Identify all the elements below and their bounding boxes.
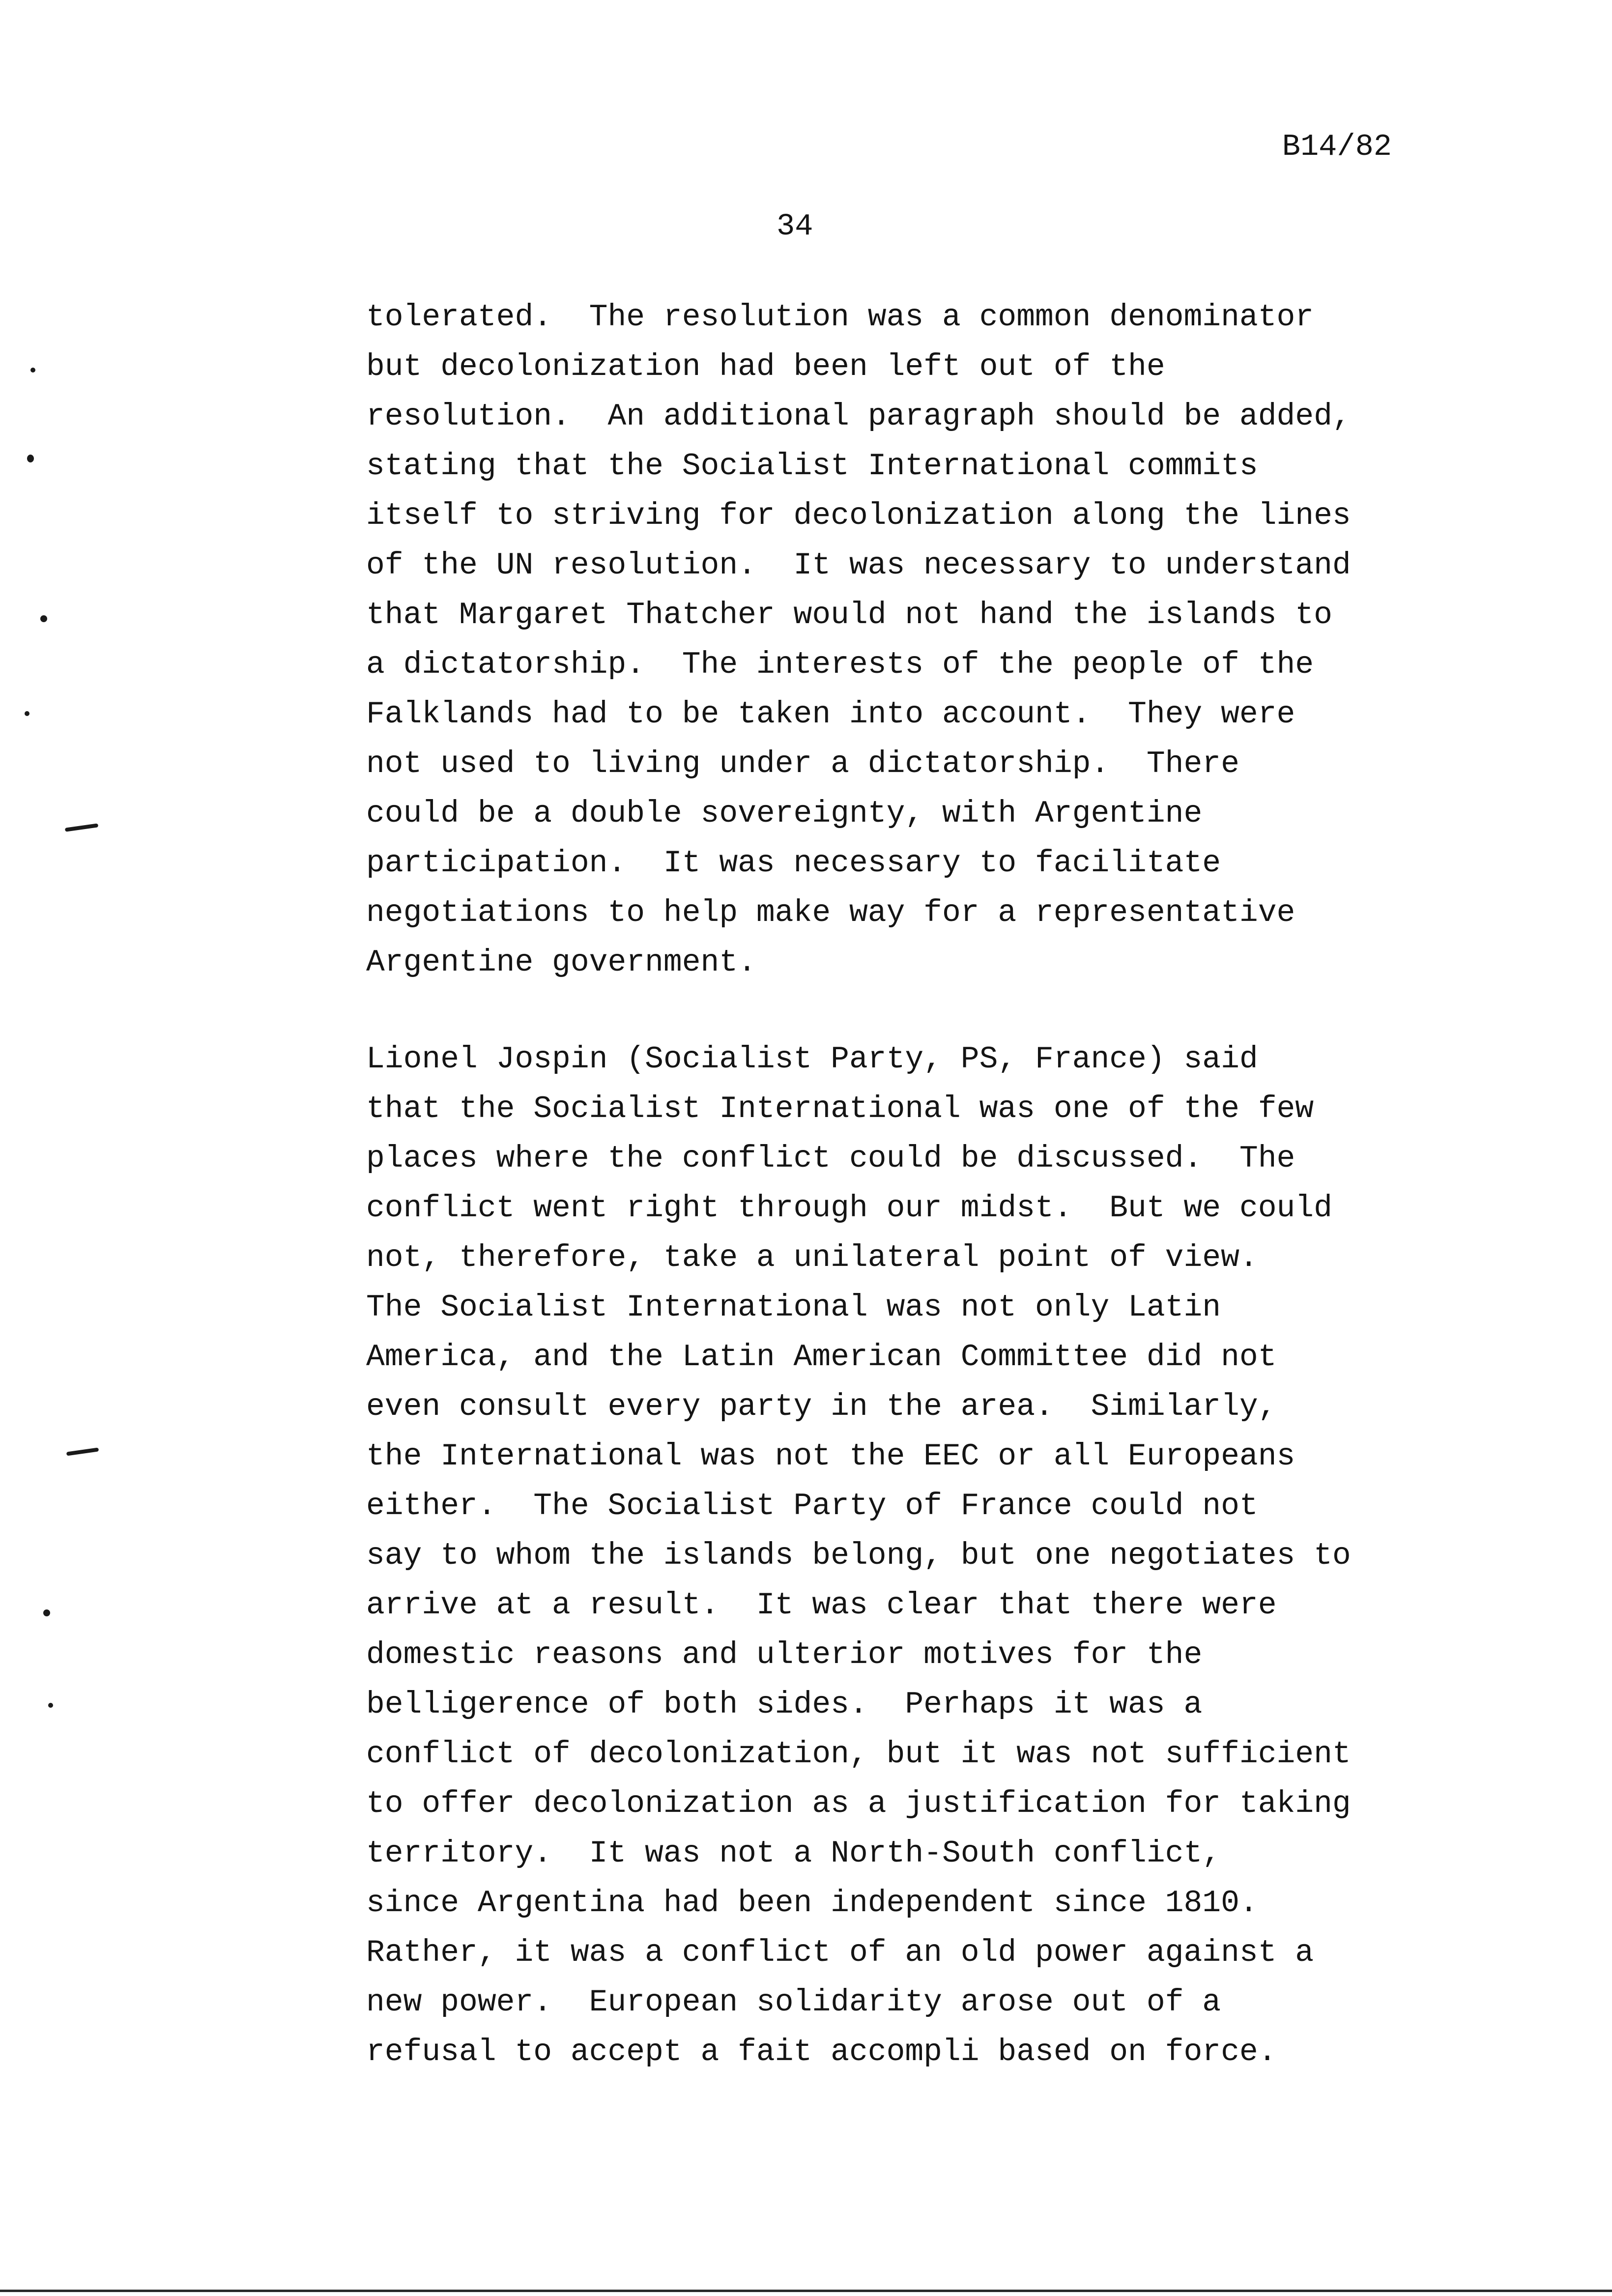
text-line: domestic reasons and ulterior motives for the [366, 1637, 1203, 1672]
page-number: 34 [777, 209, 813, 244]
text-line: not, therefore, take a unilateral point of view. [366, 1240, 1258, 1275]
text-line: either. The Socialist Party of France could not [366, 1489, 1258, 1523]
text-line: conflict of decolonization, but it was not sufficient [366, 1737, 1351, 1772]
text-line: that Margaret Thatcher would not hand the islands to [366, 598, 1332, 632]
text-line: new power. European solidarity arose out of a [366, 1985, 1221, 2020]
margin-speck [27, 455, 34, 462]
margin-speck [43, 1609, 50, 1616]
text-line: even consult every party in the area. Similarly, [366, 1389, 1277, 1424]
text-line: the International was not the EEC or all Europeans [366, 1439, 1295, 1474]
bottom-edge-line [0, 2290, 1612, 2292]
text-line: negotiations to help make way for a representative [366, 895, 1295, 930]
text-line: Rather, it was a conflict of an old power against a [366, 1935, 1314, 1970]
margin-dash-mark [65, 823, 98, 832]
text-line: arrive at a result. It was clear that there were [366, 1588, 1277, 1623]
text-line: of the UN resolution. It was necessary to understand [366, 548, 1351, 583]
text-line: could be a double sovereignty, with Argentine [366, 796, 1203, 831]
text-line: places where the conflict could be discussed. The [366, 1141, 1295, 1176]
margin-speck [30, 368, 35, 373]
margin-speck [25, 711, 29, 716]
document-reference: B14/82 [1282, 129, 1392, 164]
text-line: tolerated. The resolution was a common denominator [366, 300, 1314, 335]
text-line: since Argentina had been independent since 1810. [366, 1886, 1258, 1921]
text-line: to offer decolonization as a justification for taking [366, 1786, 1351, 1821]
text-line: participation. It was necessary to facilitate [366, 846, 1221, 881]
text-line: resolution. An additional paragraph should be added, [366, 399, 1351, 434]
margin-speck [40, 615, 47, 622]
text-line: stating that the Socialist International commits [366, 449, 1258, 484]
text-line: itself to striving for decolonization along the lines [366, 498, 1351, 533]
text-line: Lionel Jospin (Socialist Party, PS, France) said [366, 1042, 1258, 1077]
text-line: refusal to accept a fait accompli based on force. [366, 2035, 1277, 2069]
text-line: The Socialist International was not only Latin [366, 1290, 1221, 1325]
text-line: but decolonization had been left out of the [366, 349, 1165, 384]
text-line: conflict went right through our midst. But we could [366, 1191, 1332, 1226]
paragraph-jospin-statement [366, 1034, 1546, 2077]
margin-speck [48, 1703, 53, 1708]
text-line: Falklands had to be taken into account. They were [366, 697, 1295, 732]
text-line: say to whom the islands belong, but one negotiates to [366, 1538, 1351, 1573]
text-line: belligerence of both sides. Perhaps it was a [366, 1687, 1203, 1722]
text-line: America, and the Latin American Committee did not [366, 1340, 1277, 1375]
margin-dash-mark [66, 1447, 99, 1456]
text-line: a dictatorship. The interests of the people of the [366, 647, 1314, 682]
text-line: Argentine government. [366, 945, 756, 980]
paragraph-continuation [366, 292, 1546, 987]
text-line: that the Socialist International was one of the few [366, 1091, 1314, 1126]
text-line: territory. It was not a North-South conflict, [366, 1836, 1221, 1871]
text-line: not used to living under a dictatorship. There [366, 746, 1239, 781]
